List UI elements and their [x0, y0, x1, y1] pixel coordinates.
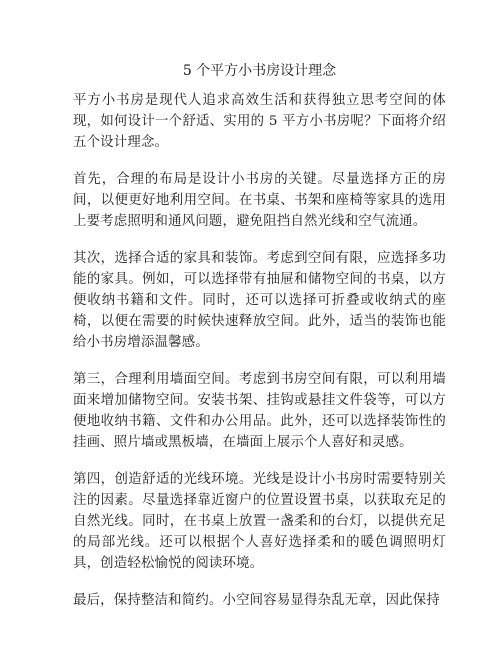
paragraph-third: 第三，合理利用墙面空间。考虑到书房空间有限，可以利用墙面来增加储物空间。安装书架、挂钩或悬挂文件袋等，可以方便地收纳书籍、文件和办公用品。此外，还可以选择装饰性的挂画、照片墙或黑板墙，在墙面上展示个人喜好和灵感。	[73, 372, 446, 450]
paragraph-intro: 平方小书房是现代人追求高效生活和获得独立思考空间的体现，如何设计一个舒适、实用的 5 平方小书房呢？下面将介绍五个设计理念。	[73, 93, 446, 150]
paragraph-last: 最后，保持整洁和简约。小空间容易显得杂乱无章，因此保持	[73, 593, 440, 608]
document-title: 5 个平方小书房设计理念	[182, 63, 337, 79]
paragraph-first: 首先，合理的布局是设计小书房的关键。尽量选择方正的房间，以便更好地利用空间。在书桌、书架和座椅等家具的选用上要考虑照明和通风问题，避免阻挡自然光线和空气流通。	[73, 172, 446, 229]
paragraph-second: 其次，选择合适的家具和装饰。考虑到空间有限，应选择多功能的家具。例如，可以选择带有抽屉和储物空间的书桌，以方便收纳书籍和文件。同时，还可以选择可折叠或收纳式的座椅，以便在需要的时候快速释放空间。此外，适当的装饰也能给小书房增添温馨感。	[73, 251, 446, 350]
paragraph-fourth: 第四，创造舒适的光线环境。光线是设计小书房时需要特别关注的因素。尽量选择靠近窗户的位置设置书桌，以获取充足的自然光线。同时，在书桌上放置一盏柔和的台灯，以提供充足的局部光线。还可以根据个人喜好选择柔和的暖色调照明灯具，创造轻松愉悦的阅读环境。	[73, 472, 446, 571]
